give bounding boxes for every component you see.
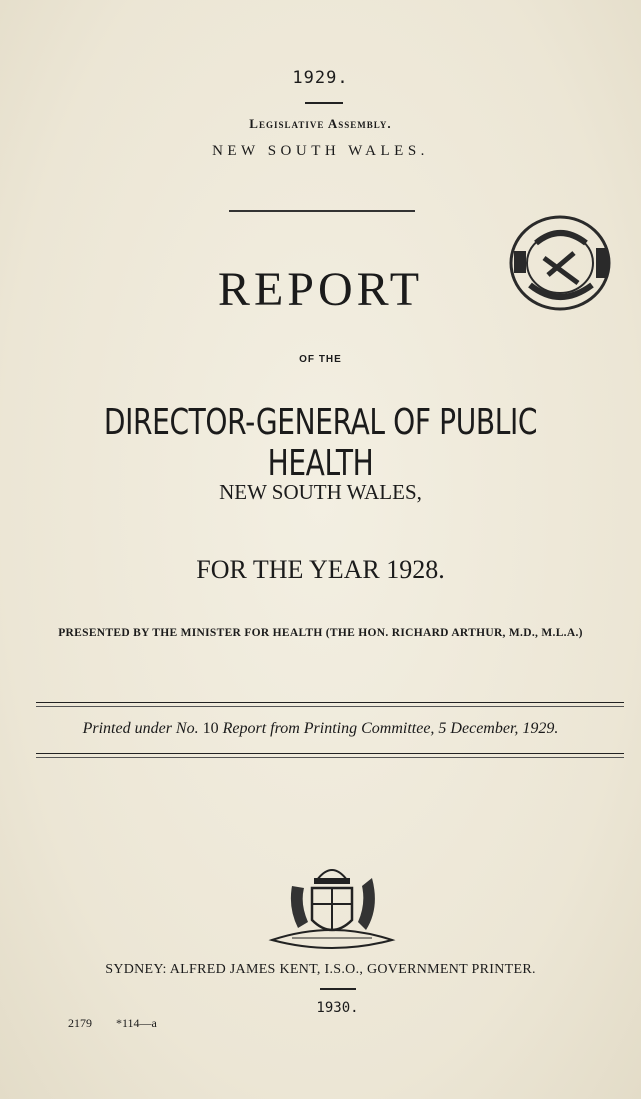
print-year: 1930. (316, 1000, 359, 1016)
presented-by: PRESENTED BY THE MINISTER FOR HEALTH (THE HON. RICHARD ARTHUR, M.D., M.L.A.) (58, 627, 583, 639)
divider (229, 210, 415, 212)
printed-suffix: Report from Printing Committee, 5 December, 1929. (222, 720, 559, 737)
double-rule (36, 702, 624, 707)
assembly-heading: Legislative Assembly. (249, 116, 392, 131)
printed-note (0, 720, 641, 738)
report-title: REPORT (217, 263, 424, 316)
printed-number: 10 (202, 720, 219, 737)
coat-of-arms-icon (262, 858, 402, 958)
for-the-year: FOR THE YEAR 1928. (196, 555, 445, 584)
divider (305, 102, 343, 104)
state-heading: NEW SOUTH WALES. (212, 143, 429, 159)
double-rule (36, 753, 624, 758)
printed-prefix: Printed under No. (82, 720, 199, 737)
divider (320, 988, 356, 990)
print-code-ref: *114—a (116, 1016, 157, 1030)
nsw-subtitle: NEW SOUTH WALES, (219, 480, 422, 504)
director-general-title: DIRECTOR-GENERAL OF PUBLIC HEALTH (103, 402, 538, 484)
print-code: 2179 (68, 1016, 92, 1030)
of-the-label: OF THE (299, 354, 342, 365)
year: 1929. (292, 68, 349, 88)
printer-imprint: SYDNEY: ALFRED JAMES KENT, I.S.O., GOVERNMENT PRINTER. (105, 962, 536, 977)
